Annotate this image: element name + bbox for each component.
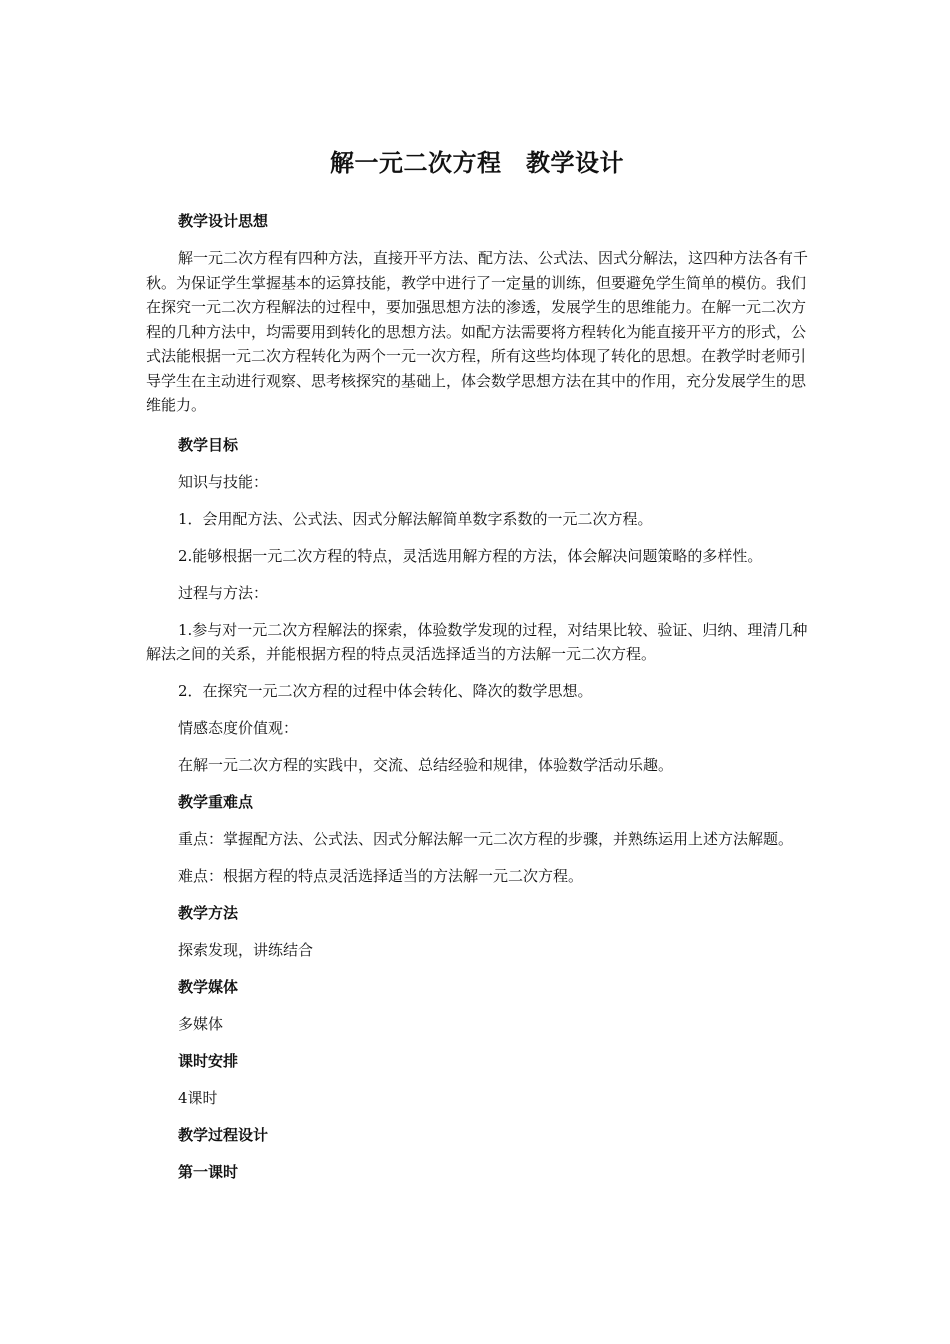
schedule-text: 4课时	[178, 1088, 218, 1107]
difficulty-text: 难点：根据方程的特点灵活选择适当的方法解一元二次方程。	[178, 866, 584, 885]
emotion-label: 情感态度价值观：	[178, 718, 299, 737]
process-item-2: 2．在探究一元二次方程的过程中体会转化、降次的数学思想。	[178, 681, 593, 700]
process-item-1: 1.参与对一元二次方程解法的探索，体验数学发现的过程，对结果比较、验证、归纳、理清几种解法之间的关系，并能根据方程的特点灵活选择适当的方法解一元二次方程。	[146, 620, 808, 663]
knowledge-item-2: 2.能够根据一元二次方程的特点，灵活选用解方程的方法，体会解决问题策略的多样性。	[178, 546, 763, 565]
heading-first-lesson: 第一课时	[178, 1162, 239, 1181]
design-thought-text: 解一元二次方程有四种方法，直接开平方法、配方法、公式法、因式分解法，这四种方法各有千秋。为保证学生掌握基本的运算技能，教学中进行了一定量的训练，但要避免学生简单的模仿。我们在探究一元二次方程解法的过程中，要加强思想方法的渗透，发展学生的思维能力。在解一元二次方程的几种方法中，均需要用到转化的思想方法。如配方法需要将方程转化为能直接开平方的形式，公式法能根据一元二次方程转化为两个一元一次方程，所有这些均体现了转化的思想。在教学时老师引导学生在主动进行观察、思考核探究的基础上，体会数学思想方法在其中的作用，充分发展学生的思维能力。	[146, 249, 809, 414]
heading-key-points: 教学重难点	[178, 792, 254, 811]
process-label: 过程与方法：	[178, 583, 269, 602]
heading-media: 教学媒体	[178, 977, 239, 996]
heading-method: 教学方法	[178, 903, 239, 922]
document-title: 解一元二次方程 教学设计	[330, 148, 624, 177]
heading-schedule: 课时安排	[178, 1051, 239, 1070]
emotion-item-1: 在解一元二次方程的实践中，交流、总结经验和规律，体验数学活动乐趣。	[178, 755, 674, 774]
heading-goals: 教学目标	[178, 435, 239, 454]
knowledge-label: 知识与技能：	[178, 472, 269, 491]
knowledge-item-1: 1．会用配方法、公式法、因式分解法解简单数字系数的一元二次方程。	[178, 509, 653, 528]
heading-process: 教学过程设计	[178, 1125, 269, 1144]
media-text: 多媒体	[178, 1014, 224, 1033]
heading-design-thought: 教学设计思想	[178, 212, 269, 230]
method-text: 探索发现，讲练结合	[178, 940, 314, 959]
document-content	[146, 143, 808, 1197]
key-point-text: 重点：掌握配方法、公式法、因式分解法解一元二次方程的步骤，并熟练运用上述方法解题。	[178, 829, 794, 848]
